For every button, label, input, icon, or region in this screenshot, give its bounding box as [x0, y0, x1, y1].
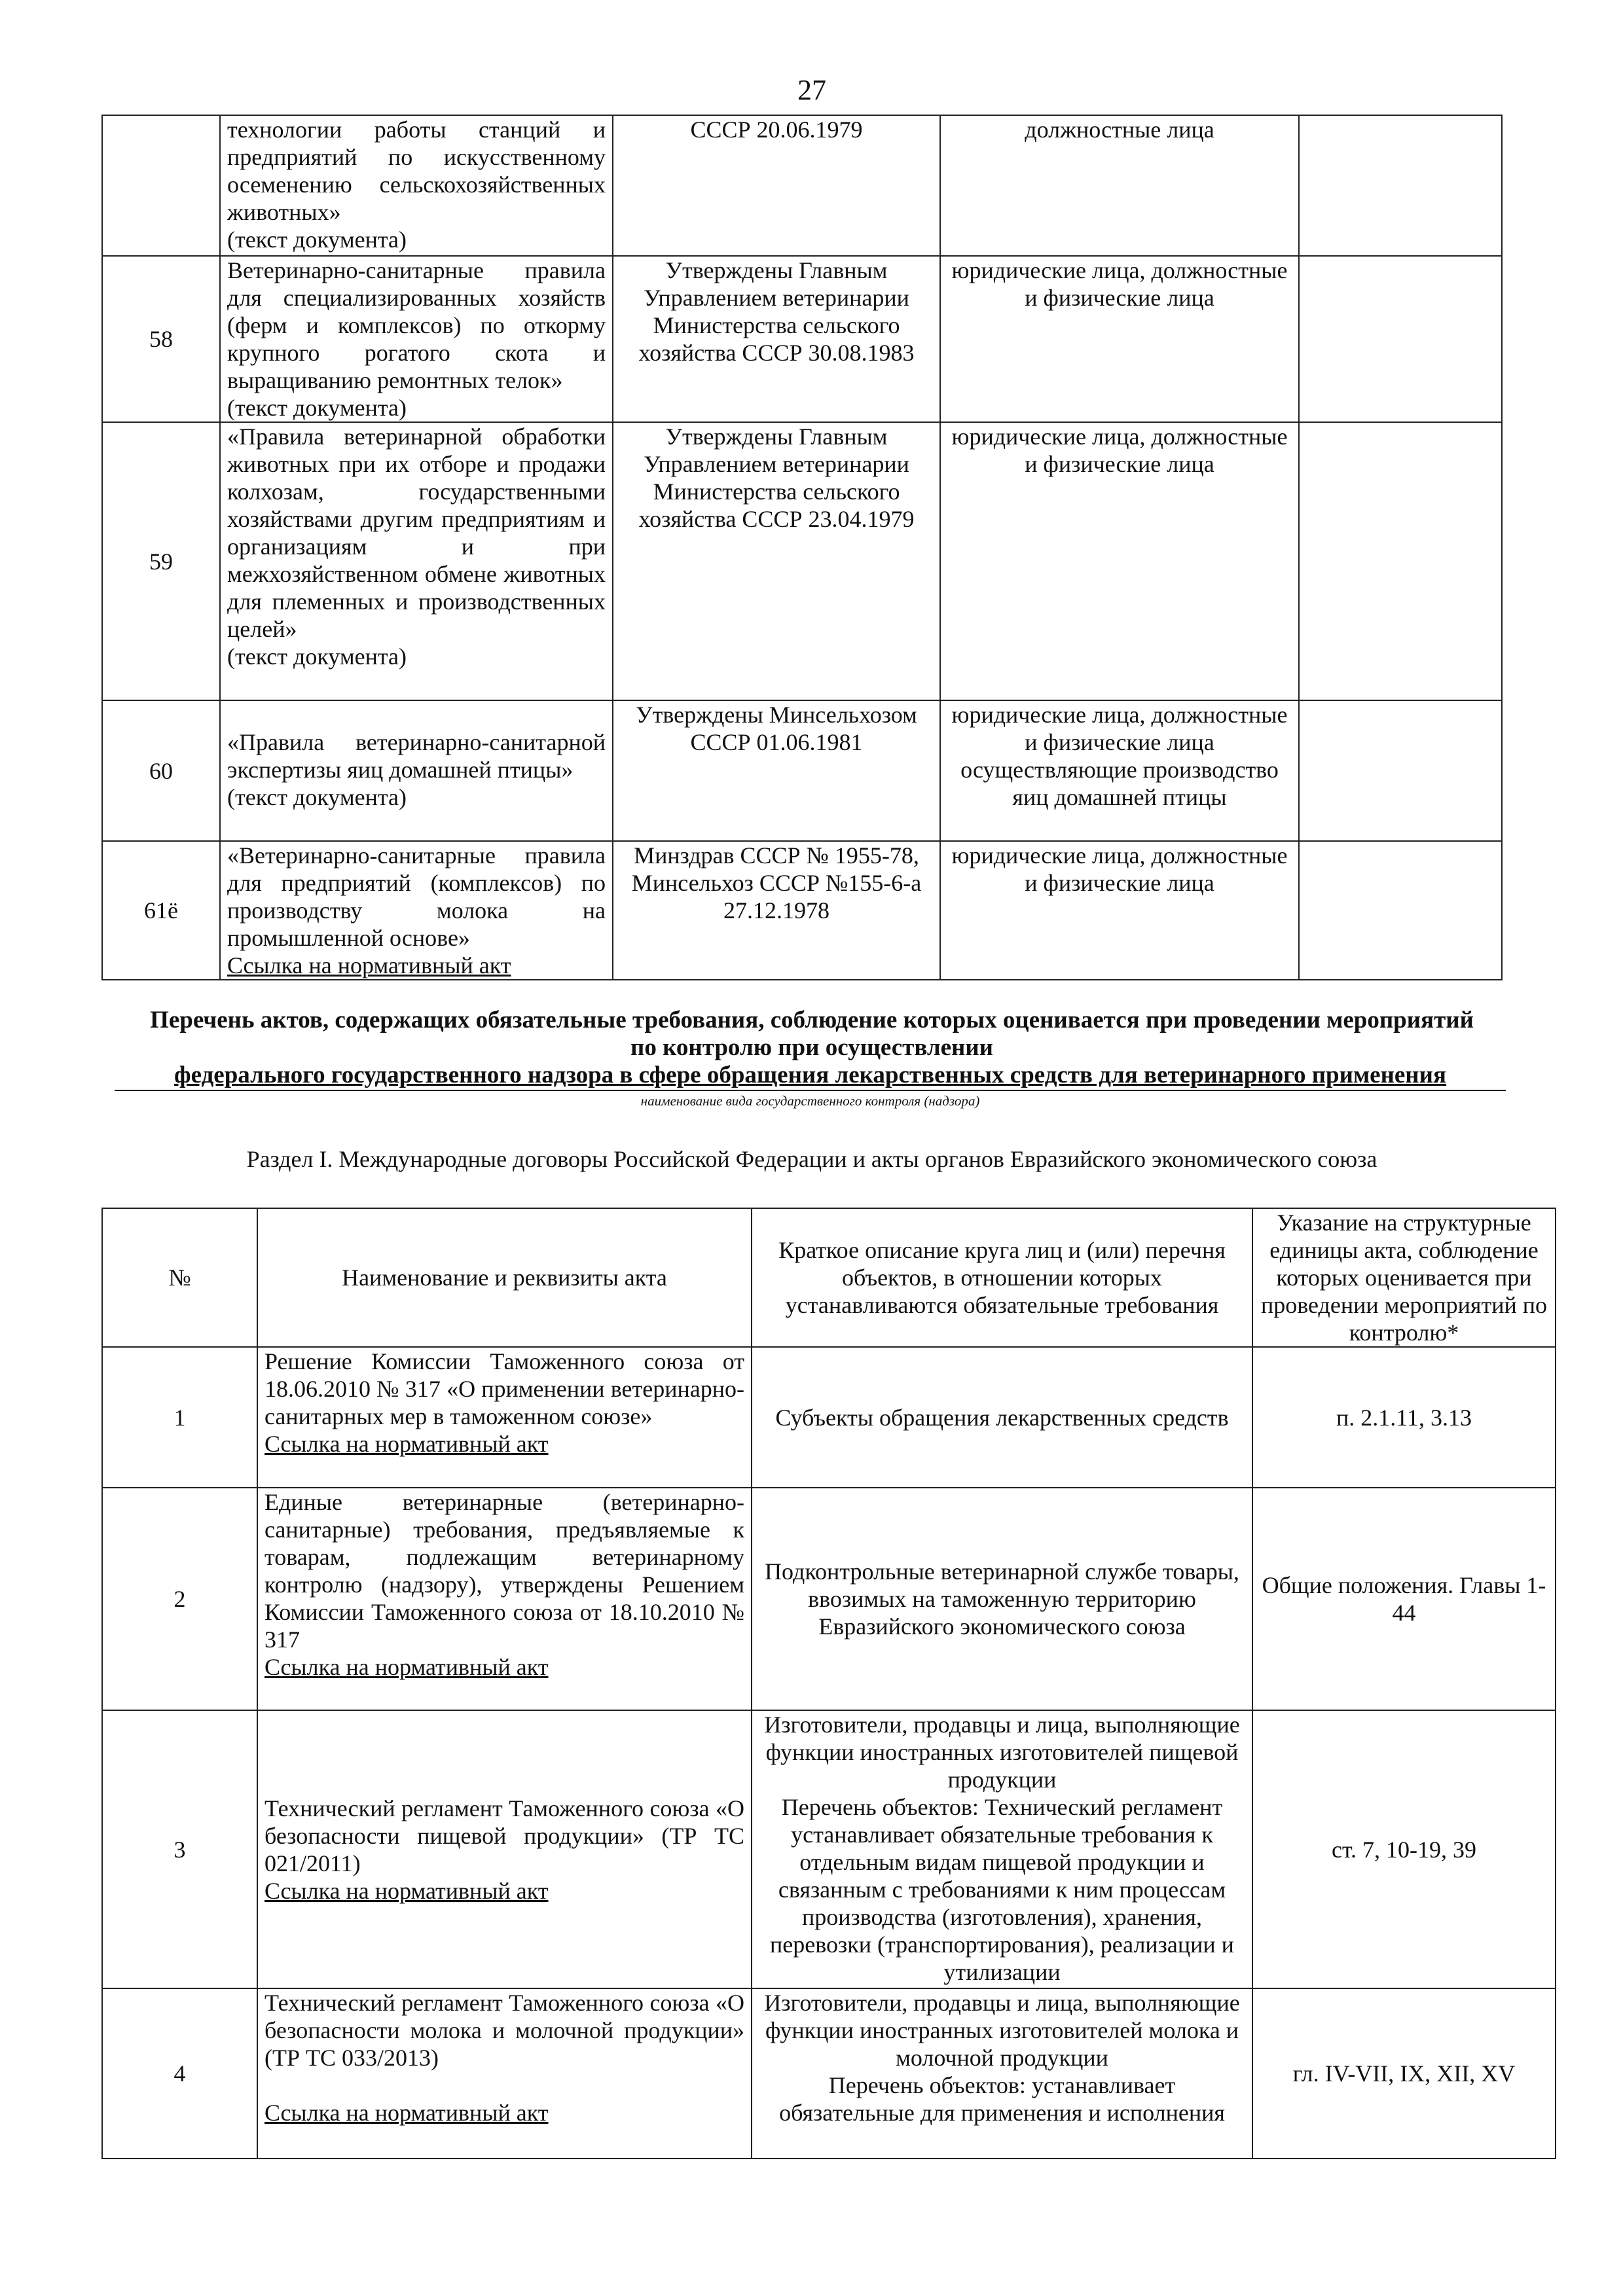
row-number: 60 — [102, 700, 220, 841]
control-type-name: федерального государственного надзора в сфере обращения лекарственных средств для ветеринарного применения — [174, 1062, 1446, 1088]
normative-act-link[interactable]: Ссылка на нормативный акт — [264, 1654, 549, 1680]
act-name-cell — [220, 115, 613, 256]
description-objects: Перечень объектов: Технический регламент устанавливает обязательные требования к отдельным видам пищевой продукции и связанным с требованиями к ним процессам производства (изготовления), хранения, перевозки (транспортирования), реализации и утилизации — [770, 1794, 1234, 1985]
table-row — [102, 1710, 1556, 1988]
act-name-cell — [220, 841, 613, 980]
structural-units — [1299, 115, 1502, 256]
structural-units: Общие положения. Главы 1-44 — [1252, 1488, 1556, 1710]
normative-act-link[interactable]: Ссылка на нормативный акт — [264, 1877, 549, 1904]
row-number: 59 — [102, 422, 220, 700]
table-row — [102, 256, 1502, 422]
description-subjects: Изготовители, продавцы и лица, выполняющие функции иностранных изготовителей молока и молочной продукции — [764, 1990, 1240, 2071]
description-cell — [752, 1988, 1252, 2159]
act-name: технологии работы станций и предприятий по искусственному осеменению сельскохозяйственных животных» — [227, 117, 606, 225]
row-number: 61ё — [102, 841, 220, 980]
act-name: «Правила ветеринарной обработки животных при их отборе и продажи колхозам, государственными хозяйствами другим предприятиям и организациям и при межхозяйственном обмене животных для племенных и производственных целей» — [227, 423, 606, 642]
act-name-cell — [257, 1347, 752, 1488]
subjects: юридические лица, должностные и физические лица — [940, 841, 1299, 980]
structural-units: гл. IV-VII, IX, XII, XV — [1252, 1988, 1556, 2159]
table-row — [102, 1488, 1556, 1710]
header-num: № — [102, 1208, 257, 1347]
act-name: Технический регламент Таможенного союза «О безопасности пищевой продукции» (ТР ТС 021/2011) — [264, 1795, 744, 1876]
act-name: Технический регламент Таможенного союза «О безопасности молока и молочной продукции» (ТР ТС 033/2013) — [264, 1990, 744, 2071]
continuation-table — [101, 115, 1503, 980]
act-name: «Ветеринарно-санитарные правила для предприятий (комплексов) по производству молока на промышленной основе» — [227, 842, 606, 951]
row-number: 58 — [102, 256, 220, 422]
description-cell — [752, 1347, 1252, 1488]
description-cell — [752, 1710, 1252, 1988]
approval-info: СССР 20.06.1979 — [613, 115, 940, 256]
approval-info: Утверждены Главным Управлением ветеринарии Министерства сельского хозяйства СССР 23.04.1979 — [613, 422, 940, 700]
act-name: Решение Комиссии Таможенного союза от 18.06.2010 № 317 «О применении ветеринарно-санитарных мер в таможенном союзе» — [264, 1348, 744, 1429]
row-number: 2 — [102, 1488, 257, 1710]
list-heading-line2: по контролю при осуществлении — [630, 1034, 993, 1061]
row-number — [102, 115, 220, 256]
approval-info: Утверждены Главным Управлением ветеринарии Министерства сельского хозяйства СССР 30.08.1983 — [613, 256, 940, 422]
subjects: юридические лица, должностные и физические лица — [940, 422, 1299, 700]
act-name-cell — [220, 256, 613, 422]
act-name: Единые ветеринарные (ветеринарно-санитарные) требования, предъявляемые к товарам, подлежащим ветеринарному контролю (надзору), утверждены Решением Комиссии Таможенного союза от 18.10.2010 № 317 — [264, 1489, 744, 1653]
table-row — [102, 1988, 1556, 2159]
act-name-cell — [257, 1488, 752, 1710]
header-description: Краткое описание круга лиц и (или) перечня объектов, в отношении которых устанавливаются обязательные требования — [752, 1208, 1252, 1347]
header-units: Указание на структурные единицы акта, соблюдение которых оценивается при проведении мероприятий по контролю* — [1252, 1208, 1556, 1347]
act-name: «Правила ветеринарно-санитарной экспертизы яиц домашней птицы» — [227, 729, 606, 783]
heading-underline — [115, 1090, 1506, 1091]
structural-units — [1299, 422, 1502, 700]
list-heading-line1: Перечень актов, содержащих обязательные требования, соблюдение которых оценивается при проведении мероприятий — [150, 1007, 1474, 1033]
structural-units: ст. 7, 10-19, 39 — [1252, 1710, 1556, 1988]
table-header-row — [102, 1208, 1556, 1347]
table-row — [102, 422, 1502, 700]
normative-act-link[interactable]: Ссылка на нормативный акт — [264, 1431, 549, 1457]
description: Подконтрольные ветеринарной службе товары, ввозимых на таможенную территорию Евразийского экономического союза — [765, 1558, 1239, 1640]
structural-units — [1299, 256, 1502, 422]
act-name-cell — [257, 1710, 752, 1988]
act-name-cell — [220, 700, 613, 841]
act-name-cell — [220, 422, 613, 700]
act-name-cell — [257, 1988, 752, 2159]
header-name: Наименование и реквизиты акта — [257, 1208, 752, 1347]
act-note: (текст документа) — [227, 226, 407, 253]
acts-table — [101, 1208, 1556, 2159]
subjects: юридические лица, должностные и физические лица осуществляющие производство яиц домашней птицы — [940, 700, 1299, 841]
structural-units — [1299, 700, 1502, 841]
act-name: Ветеринарно-санитарные правила для специализированных хозяйств (ферм и комплексов) по откорму крупного рогатого скота и выращиванию ремонтных телок» — [227, 257, 606, 393]
subjects: юридические лица, должностные и физические лица — [940, 256, 1299, 422]
page-number: 27 — [797, 74, 826, 106]
row-number: 1 — [102, 1347, 257, 1488]
structural-units — [1299, 841, 1502, 980]
description-cell — [752, 1488, 1252, 1710]
description-subjects: Изготовители, продавцы и лица, выполняющие функции иностранных изготовителей пищевой продукции — [764, 1712, 1240, 1793]
row-number: 4 — [102, 1988, 257, 2159]
table-row — [102, 1347, 1556, 1488]
structural-units: п. 2.1.11, 3.13 — [1252, 1347, 1556, 1488]
table-row — [102, 841, 1502, 980]
normative-act-link[interactable]: Ссылка на нормативный акт — [264, 2100, 549, 2126]
approval-info: Утверждены Минсельхозом СССР 01.06.1981 — [613, 700, 940, 841]
normative-act-link[interactable]: Ссылка на нормативный акт — [227, 952, 511, 978]
act-note: (текст документа) — [227, 784, 407, 810]
table-row — [102, 700, 1502, 841]
table-row — [102, 115, 1502, 256]
act-note: (текст документа) — [227, 643, 407, 670]
section-title: Раздел I. Международные договоры Российской Федерации и акты органов Евразийского экономического союза — [246, 1146, 1377, 1172]
approval-info: Минздрав СССР № 1955-78, Минсельхоз СССР №155-6-а 27.12.1978 — [613, 841, 940, 980]
act-note: (текст документа) — [227, 395, 407, 421]
description: Субъекты обращения лекарственных средств — [775, 1404, 1229, 1431]
subjects: должностные лица — [940, 115, 1299, 256]
description-objects: Перечень объектов: устанавливает обязательные для применения и исполнения — [779, 2072, 1225, 2126]
control-type-caption: наименование вида государственного контроля (надзора) — [640, 1093, 980, 1109]
row-number: 3 — [102, 1710, 257, 1988]
